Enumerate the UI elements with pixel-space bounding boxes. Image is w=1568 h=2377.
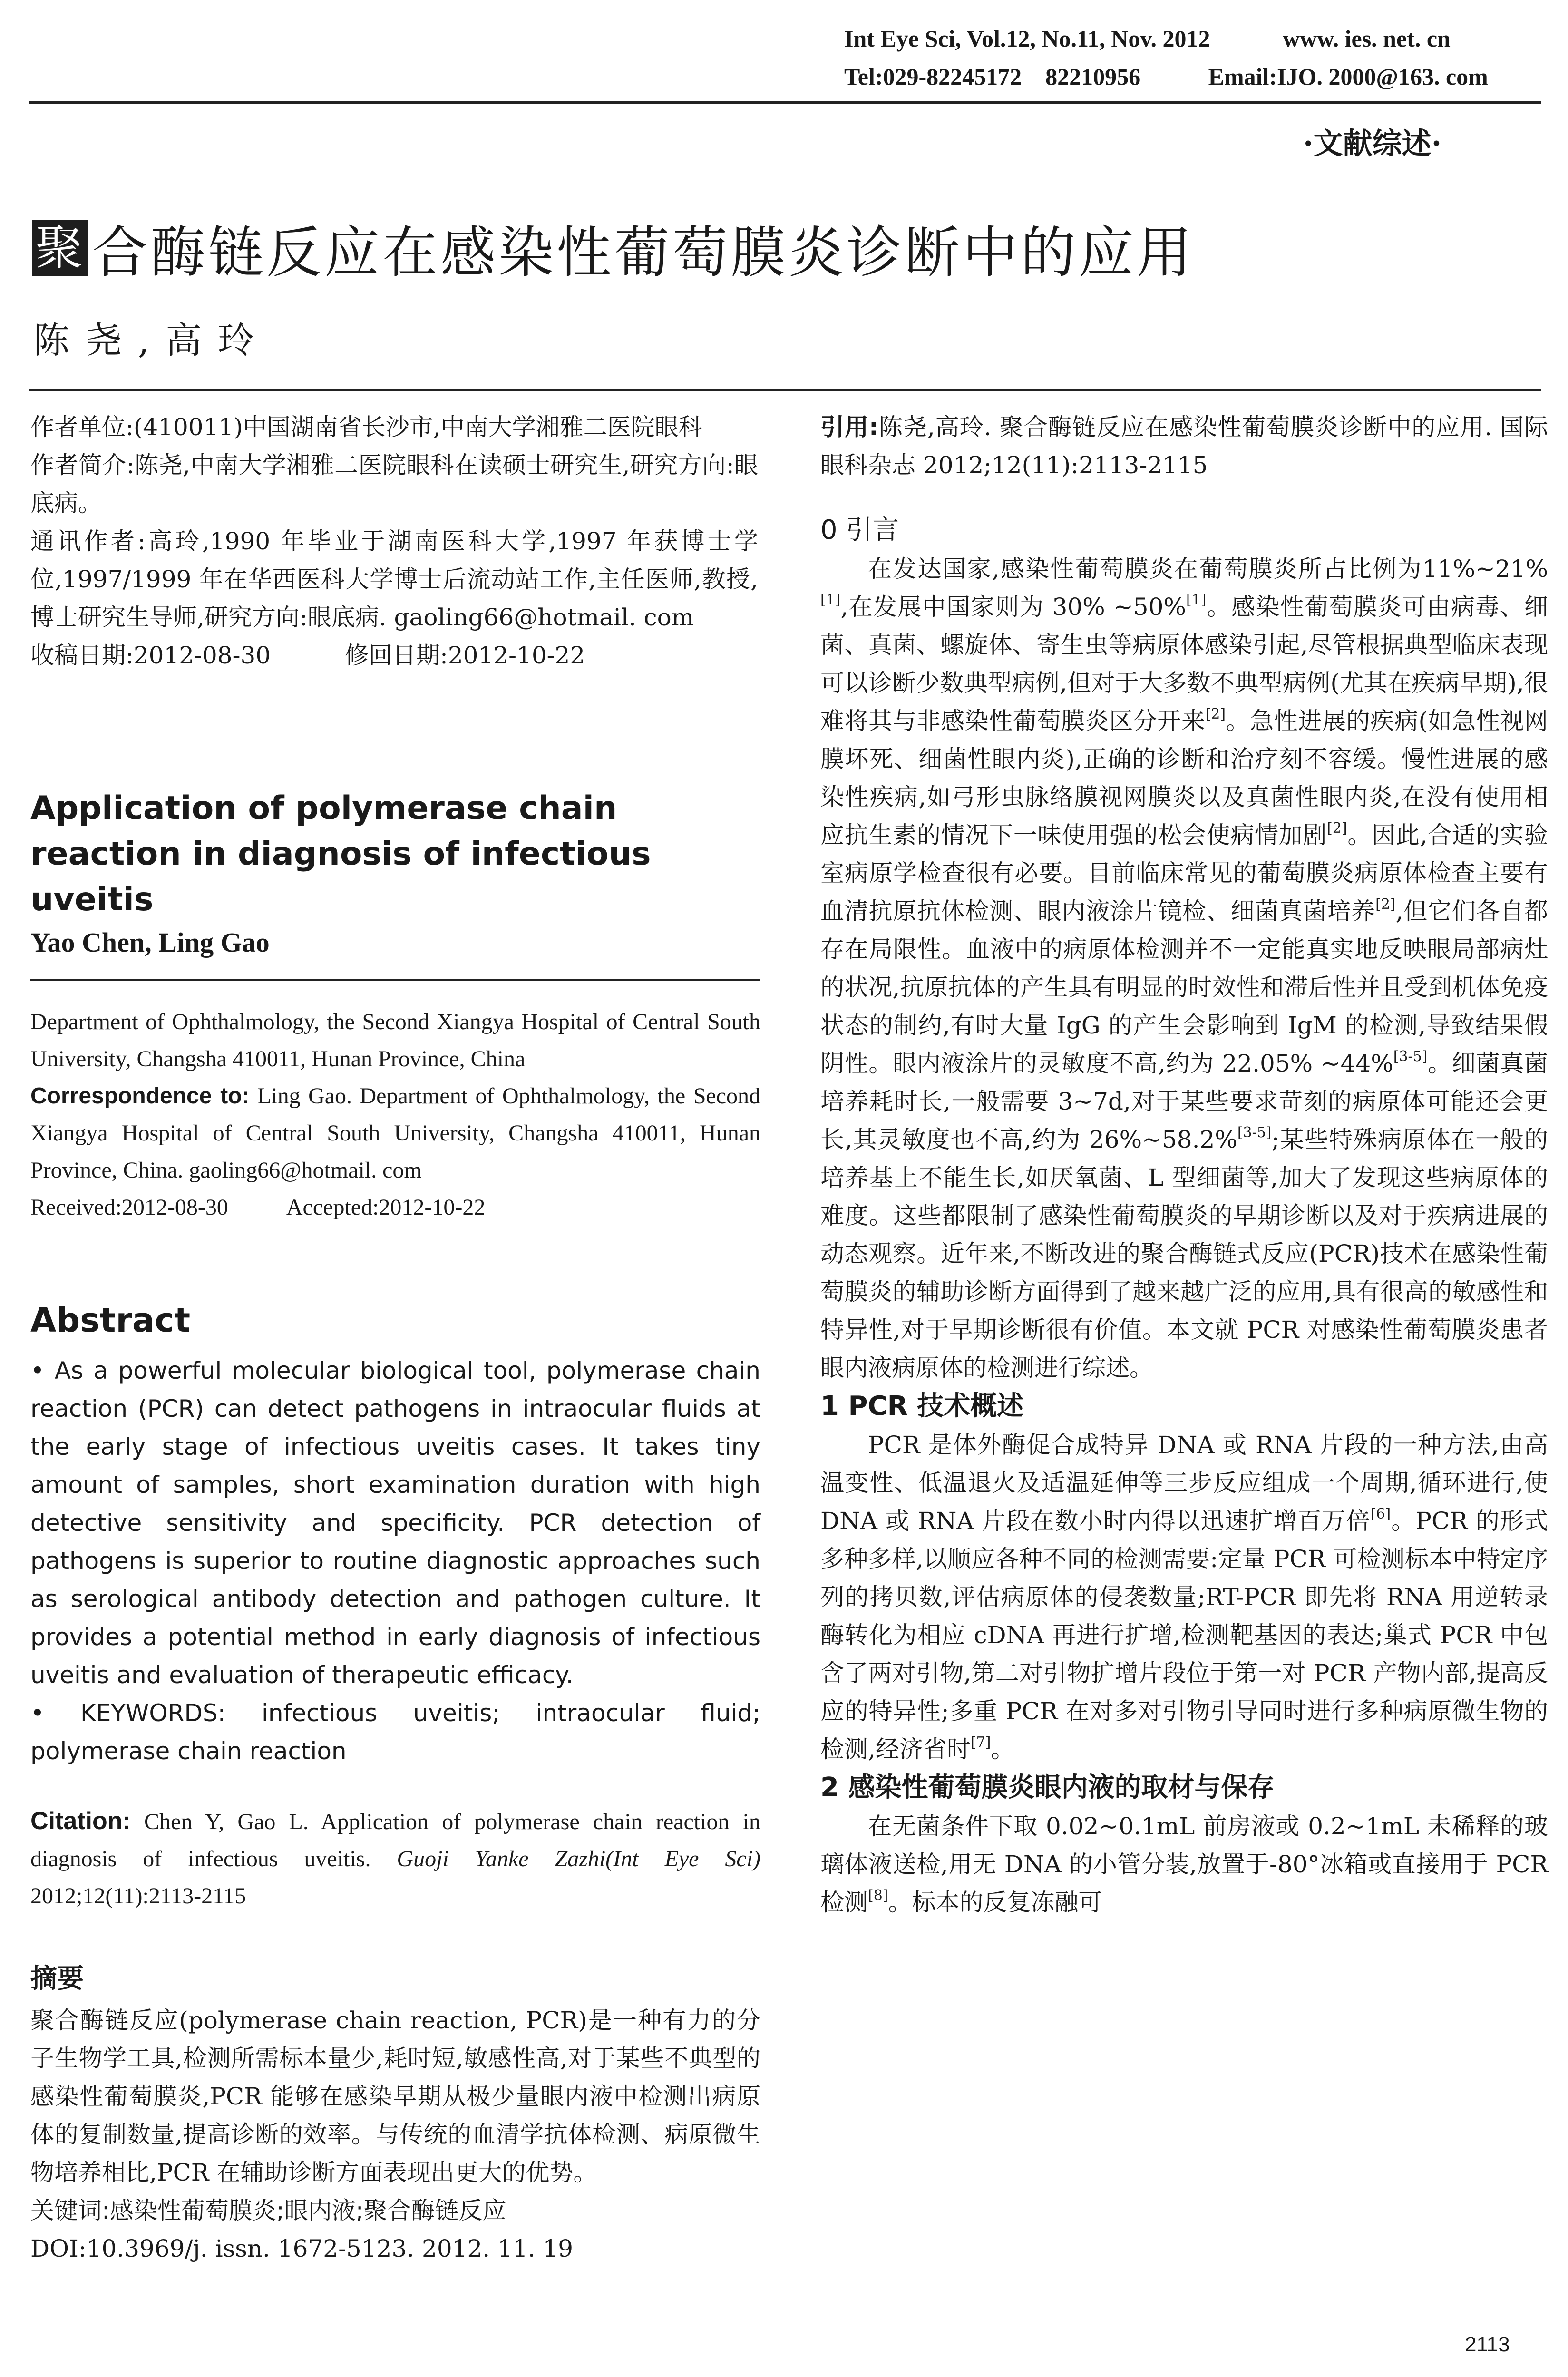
article-title xyxy=(32,208,1195,288)
cn-keywords: 关键词:感染性葡萄膜炎;眼内液;聚合酶链反应 xyxy=(30,2197,506,2224)
correspondence-text: Ling Gao. Department of Ophthalmology, the Second Xiangya Hospital of Central South University, Changsha 410011, Hunan Province, China. gaoling66@hotmail. com xyxy=(30,1083,760,1183)
ref-6: [6] xyxy=(1370,1506,1391,1522)
ref-2c: [2] xyxy=(1375,896,1396,913)
ref-3-5b: [3-5] xyxy=(1237,1124,1272,1141)
intro-text-c: 。感染性葡萄膜炎可由病毒、细菌、真菌、螺旋体、寄生虫等病原体感染引起,尽管根据典型临床表现可以诊断少数典型病例,但对于大多数不典型病例(尤其在疾病早期),很难将其与非感染性葡萄膜炎区分开来 xyxy=(820,593,1549,735)
english-accepted: Accepted:2012-10-22 xyxy=(286,1195,486,1220)
dates-cn xyxy=(30,636,758,674)
received-cn: 收稿日期:2012-08-30 xyxy=(30,642,271,669)
ref-2: [2] xyxy=(1205,706,1226,722)
abstract-heading: Abstract xyxy=(30,1301,191,1340)
citation-journal: Guoji Yanke Zazhi(Int Eye Sci) xyxy=(397,1846,761,1871)
journal-tel: Tel:029-82245172 82210956 xyxy=(844,63,1141,90)
english-dates xyxy=(30,1189,760,1226)
left-column xyxy=(30,408,758,674)
section-0-heading: 0 引言 xyxy=(820,515,899,546)
journal-email: Email:IJO. 2000@163. com xyxy=(1208,63,1488,90)
author-bio: 作者简介:陈尧,中南大学湘雅二医院眼科在读硕士研究生,研究方向:眼底病。 xyxy=(30,451,758,517)
intro-text-g: 。细菌真菌培养耗时长,一般需要 3~7d,对于某些要求苛刻的病原体可能还会更长,其灵敏度也不高,约为 26%~58.2% xyxy=(820,1050,1549,1153)
title-text: 合酶链反应在感染性葡萄膜炎诊断中的应用 xyxy=(92,221,1195,285)
correspondence-cn: 通讯作者:高玲,1990 年毕业于湖南医科大学,1997 年获博士学位,1997/1999 年在华西医科大学博士后流动站工作,主任医师,教授,博士研究生导师,研究方向:眼底病. gaoling66@hotmail. com xyxy=(30,527,758,631)
english-citation xyxy=(30,1802,760,1915)
citation-text: Chen Y, Gao L. Application of polymerase chain reaction in diagnosis of infectious uveitis. xyxy=(30,1809,761,1871)
intro-paragraph xyxy=(820,550,1548,1387)
abstract-keywords: • KEYWORDS: infectious uveitis; intraocular fluid; polymerase chain reaction xyxy=(30,1699,760,1765)
journal-info: Int Eye Sci, Vol.12, No.11, Nov. 2012 xyxy=(844,25,1210,52)
section-1-heading: 1 PCR 技术概述 xyxy=(820,1391,1024,1422)
english-author-rule xyxy=(30,979,760,981)
ref-7: [7] xyxy=(970,1734,991,1751)
doi: DOI:10.3969/j. issn. 1672-5123. 2012. 11. 19 xyxy=(30,2235,574,2262)
section-2-heading: 2 感染性葡萄膜炎眼内液的取材与保存 xyxy=(820,1772,1275,1803)
pcr-text-b: 。PCR 的形式多种多样,以顺应各种不同的检测需要:定量 PCR 可检测标本中特定序列的拷贝数,评估病原体的侵袭数量;RT-PCR 即先将 RNA 用逆转录酶转化为相应 cDNA 再进行扩增,检测靶基因的表达;巢式 PCR 中包含了两对引物,第二对引物扩增片段位于第一对 PCR 产物内部,提高反应的特异性;多重 PCR 在对多对引物引导同时进行多种病原微生物的检测,经济省时 xyxy=(820,1507,1548,1763)
ref-3-5: [3-5] xyxy=(1393,1048,1428,1065)
right-column xyxy=(820,408,1548,1921)
pcr-text-a: PCR 是体外酶促合成特异 DNA 或 RNA 片段的一种方法,由高温变性、低温退火及适温延伸等三步反应组成一个周期,循环进行,使 DNA 或 RNA 片段在数小时内得以迅速扩增百万倍 xyxy=(820,1431,1548,1535)
intro-text-b: ,在发展中国家则为 30% ~50% xyxy=(840,593,1186,621)
english-affiliation-block xyxy=(30,1003,760,1226)
pcr-paragraph xyxy=(820,1426,1548,1768)
cn-citation xyxy=(820,408,1548,484)
english-title: Application of polymerase chain reaction in diagnosis of infectious uveitis xyxy=(30,789,651,918)
journal-header-line2 xyxy=(844,63,1488,90)
english-correspondence xyxy=(30,1078,760,1189)
cn-abstract-heading: 摘要 xyxy=(30,1963,84,1994)
cn-abstract: 聚合酶链反应(polymerase chain reaction, PCR)是一种有力的分子生物学工具,检测所需标本量少,耗时短,敏感性高,对于某些不典型的感染性葡萄膜炎,PCR 能够在感染早期从极少量眼内液中检测出病原体的复制数量,提高诊断的效率。与传统的血清学抗体检测、病原微生物培养相比,PCR 在辅助诊断方面表现出更大的优势。 xyxy=(30,2007,760,2186)
header-rule xyxy=(29,101,1541,104)
intro-text-a: 在发达国家,感染性葡萄膜炎在葡萄膜炎所占比例为11%~21% xyxy=(868,555,1548,583)
cn-citation-text: 陈尧,高玲. 聚合酶链反应在感染性葡萄膜炎诊断中的应用. 国际眼科杂志 2012;12(11):2113-2115 xyxy=(820,413,1548,479)
author-affiliation: 作者单位:(410011)中国湖南省长沙市,中南大学湘雅二医院眼科 xyxy=(30,413,702,441)
revised-cn: 修回日期:2012-10-22 xyxy=(345,642,585,669)
page-number: 2113 xyxy=(1465,2333,1510,2356)
sampling-text-b: 。标本的反复冻融可 xyxy=(888,1889,1102,1916)
sampling-text-a: 在无菌条件下取 0.02~0.1mL 前房液或 0.2~1mL 未稀释的玻璃体液送检,用无 DNA 的小管分装,放置于-80°冰箱或直接用于 PCR 检测 xyxy=(820,1812,1548,1916)
ref-1: [1] xyxy=(820,592,841,608)
ref-8: [8] xyxy=(868,1887,888,1904)
abstract-body: • As a powerful molecular biological tool, polymerase chain reaction (PCR) can detect pathogens in intraocular fluids at the early stage of infectious uveitis cases. It takes tiny amount of samples, short examination duration with high detective sensitivity and specificity. PCR detection of pathogens is superior to routine diagnostic approaches such as serological antibody detection and pathogen culture. It provides a potential method in early diagnosis of infectious uveitis and evaluation of therapeutic efficacy. xyxy=(30,1357,760,1689)
cn-abstract-block xyxy=(30,2001,760,2268)
sampling-paragraph xyxy=(820,1807,1548,1921)
journal-website: www. ies. net. cn xyxy=(1283,25,1451,52)
ref-1b: [1] xyxy=(1186,592,1207,608)
citation-label: Citation: xyxy=(30,1807,131,1835)
authors-cn: 陈尧,高玲 xyxy=(33,319,271,361)
journal-header-line1 xyxy=(844,25,1451,52)
title-rule xyxy=(29,389,1541,391)
intro-text-f: ,但它们各自都存在局限性。血液中的病原体检测并不一定能真实地反映眼局部病灶的状况,抗原抗体的产生具有明显的时效性和滞后性并且受到机体免疫状态的制约,有时大量 IgG 的产生会影响到 IgM 的检测,导致结果假阴性。眼内液涂片的灵敏度不高,约为 22.05% ~44% xyxy=(820,897,1548,1077)
intro-text-d: 。急性进展的疾病(如急性视网膜坏死、细菌性眼内炎),正确的诊断和治疗刻不容缓。慢性进展的感染性疾病,如弓形虫脉络膜视网膜炎以及真菌性眼内炎,在没有使用相应抗生素的情况下一味使用强的松会使病情加剧 xyxy=(820,707,1548,849)
correspondence-label: Correspondence to: xyxy=(30,1083,250,1109)
pcr-text-c: 。 xyxy=(991,1735,1015,1763)
intro-text-h: ;某些特殊病原体在一般的培养基上不能生长,如厌氧菌、L 型细菌等,加大了发现这些病原体的难度。这些都限制了感染性葡萄膜炎的早期诊断以及对于疾病进展的动态观察。近年来,不断改进的聚合酶链式反应(PCR)技术在感染性葡萄膜炎的辅助诊断方面得到了越来越广泛的应用,具有很高的敏感性和特异性,对于早期诊断很有价值。本文就 PCR 对感染性葡萄膜炎患者眼内液病原体的检测进行综述。 xyxy=(820,1126,1548,1382)
cn-citation-label: 引用: xyxy=(820,413,878,441)
english-received: Received:2012-08-30 xyxy=(30,1195,228,1220)
intro-text-e: 。因此,合适的实验室病原学检查很有必要。目前临床常见的葡萄膜炎病原体检查主要有血清抗原抗体检测、眼内液涂片镜检、细菌真菌培养 xyxy=(820,821,1548,925)
english-authors: Yao Chen, Ling Gao xyxy=(30,927,270,958)
english-affiliation: Department of Ophthalmology, the Second Xiangya Hospital of Central South University, Changsha 410011, Hunan Province, China xyxy=(30,1009,760,1072)
title-dropcap: 聚 xyxy=(32,220,88,276)
citation-tail: 2012;12(11):2113-2115 xyxy=(30,1883,246,1909)
ref-2b: [2] xyxy=(1327,820,1347,837)
section-tag: ·文献综述· xyxy=(1303,126,1442,161)
abstract-block xyxy=(30,1352,760,1770)
